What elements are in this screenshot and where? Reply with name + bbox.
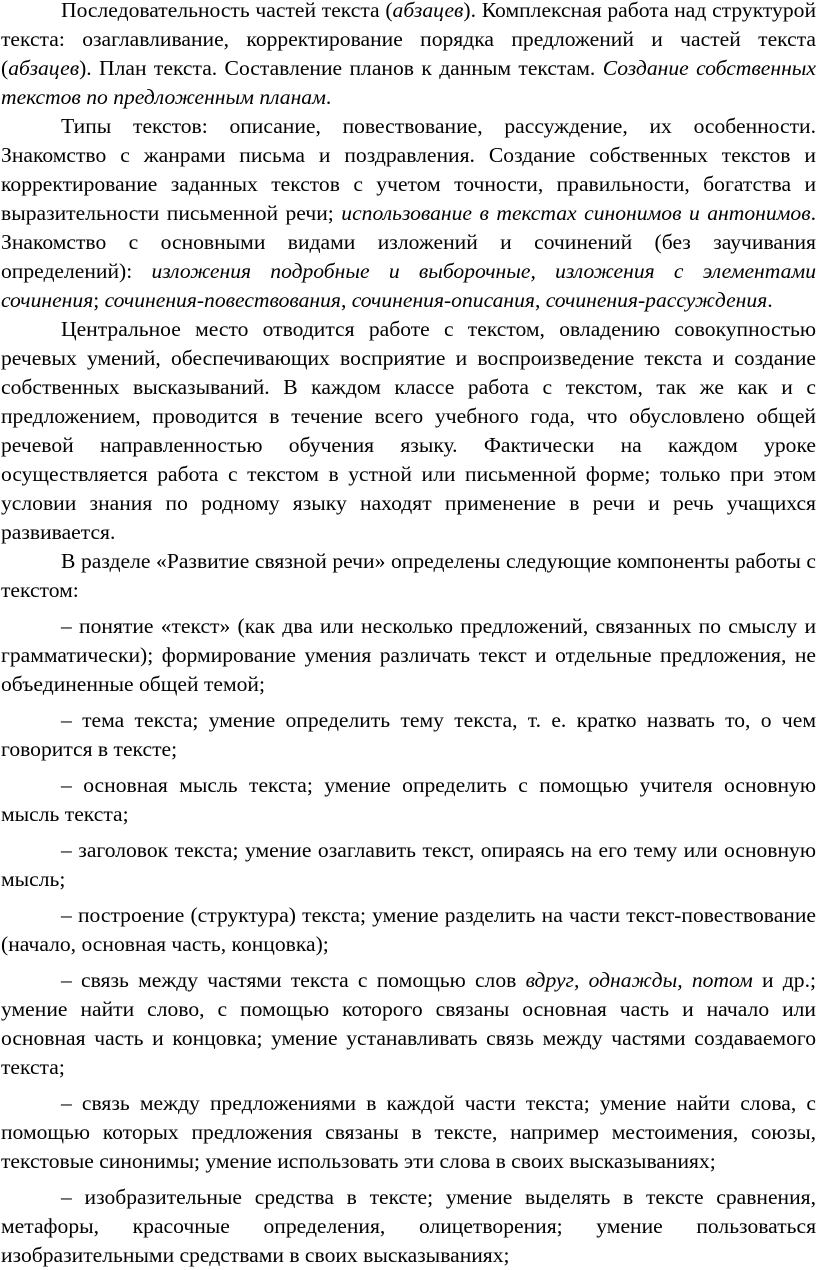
list-item-expressive-means: [1, 1183, 816, 1270]
italic-text-fragment: сочинения-повествования: [104, 288, 341, 312]
text-fragment: – изобразительные средства в тексте; умение выделять в тексте сравнения, метафоры, красочные определения, олицетворения; умение пользоваться изобразительными средствами в своих высказываниях;: [1, 1185, 816, 1267]
italic-text-fragment: сочинения-описания: [351, 288, 535, 312]
list-item-text-structure: [1, 901, 816, 959]
paragraph-text-types: [1, 112, 816, 315]
text-fragment: – заголовок текста; умение озаглавить текст, опираясь на его тему или основную мысль;: [1, 838, 816, 891]
paragraph-text-structure: [1, 0, 816, 112]
text-fragment: В разделе «Развитие связной речи» определены следующие компоненты работы с текстом:: [1, 549, 816, 602]
paragraph-section-intro: [1, 547, 816, 605]
text-fragment: – понятие «текст» (как два или несколько предложений, связанных по смыслу и грамматически); формирование умения различать текст и отдельные предложения, не объединенные общей темой;: [1, 614, 816, 696]
text-fragment: и др.; умение найти слово, с помощью которого связаны основная часть и начало или основная часть и концовка; умение устанавливать связь между частями создаваемого текста;: [1, 968, 816, 1079]
italic-text-fragment: вдруг, однажды, потом: [525, 968, 753, 992]
text-fragment: Последовательность частей текста (: [61, 0, 393, 22]
italic-text-fragment: абзацев: [392, 0, 464, 22]
paragraph-central-place: [1, 315, 816, 547]
list-item-text-theme: [1, 706, 816, 764]
italic-text-fragment: абзацев: [8, 56, 80, 80]
text-fragment: Центральное место отводится работе с текстом, овладению совокупностью речевых умений, обеспечивающих восприятие и воспроизведение текста и создание собственных высказываний. В каждом классе работа с текстом, так же как и с предложением, проводится в течение всего учебного года, что обусловлено общей речевой направленностью обучения языку. Фактически на каждом уроке осуществляется работа с текстом в устной или письменной форме; только при этом условии знания по родному языку находят применение в речи и речь учащихся развивается.: [1, 317, 816, 544]
italic-text-fragment: сочинения-рассуждения: [545, 288, 768, 312]
text-fragment: ,: [340, 288, 352, 312]
italic-text-fragment: Создание собственных текстов по предложенным планам: [1, 56, 816, 109]
text-fragment: Типы текстов: описание, повествование, рассуждение, их особенности. Знакомство с жанрами письма и поздравления. Создание собственных текстов и корректирование заданных текстов с учетом точности, правильности, богатства и выразительности письменной речи;: [1, 114, 816, 225]
text-fragment: – тема текста; умение определить тему текста, т. е. кратко назвать то, о чем говорится в тексте;: [1, 708, 816, 761]
text-fragment: ,: [534, 288, 546, 312]
list-item-text-title: [1, 836, 816, 894]
text-fragment: ). Комплексная работа над структурой текста: озаглавливание, корректирование порядка предложений и частей текста (: [1, 0, 816, 80]
text-fragment: .: [325, 85, 332, 109]
italic-text-fragment: использование в текстах синонимов и антонимов: [341, 201, 811, 225]
text-fragment: – связь между частями текста с помощью слов: [61, 968, 526, 992]
italic-text-fragment: изложения подробные и выборочные, изложения с элементами сочинения: [1, 259, 816, 312]
text-fragment: – построение (структура) текста; умение разделить на части текст-повествование (начало, основная часть, концовка);: [1, 903, 816, 956]
text-fragment: – связь между предложениями в каждой части текста; умение найти слова, с помощью которых предложения связаны в тексте, например местоимения, союзы, текстовые синонимы; умение использовать эти слова в своих высказываниях;: [1, 1091, 816, 1173]
text-fragment: .: [767, 288, 773, 312]
list-item-text-concept: [1, 612, 816, 699]
list-item-main-idea: [1, 771, 816, 829]
list-item-parts-connection: [1, 966, 816, 1082]
text-fragment: ;: [93, 288, 105, 312]
text-fragment: ). План текста. Составление планов к данным текстам.: [79, 56, 603, 80]
text-fragment: – основная мысль текста; умение определить с помощью учителя основную мысль текста;: [1, 773, 816, 826]
list-item-sentences-connection: [1, 1089, 816, 1176]
text-fragment: . Знакомство с основными видами изложений и сочинений (без заучивания определений):: [1, 201, 816, 283]
